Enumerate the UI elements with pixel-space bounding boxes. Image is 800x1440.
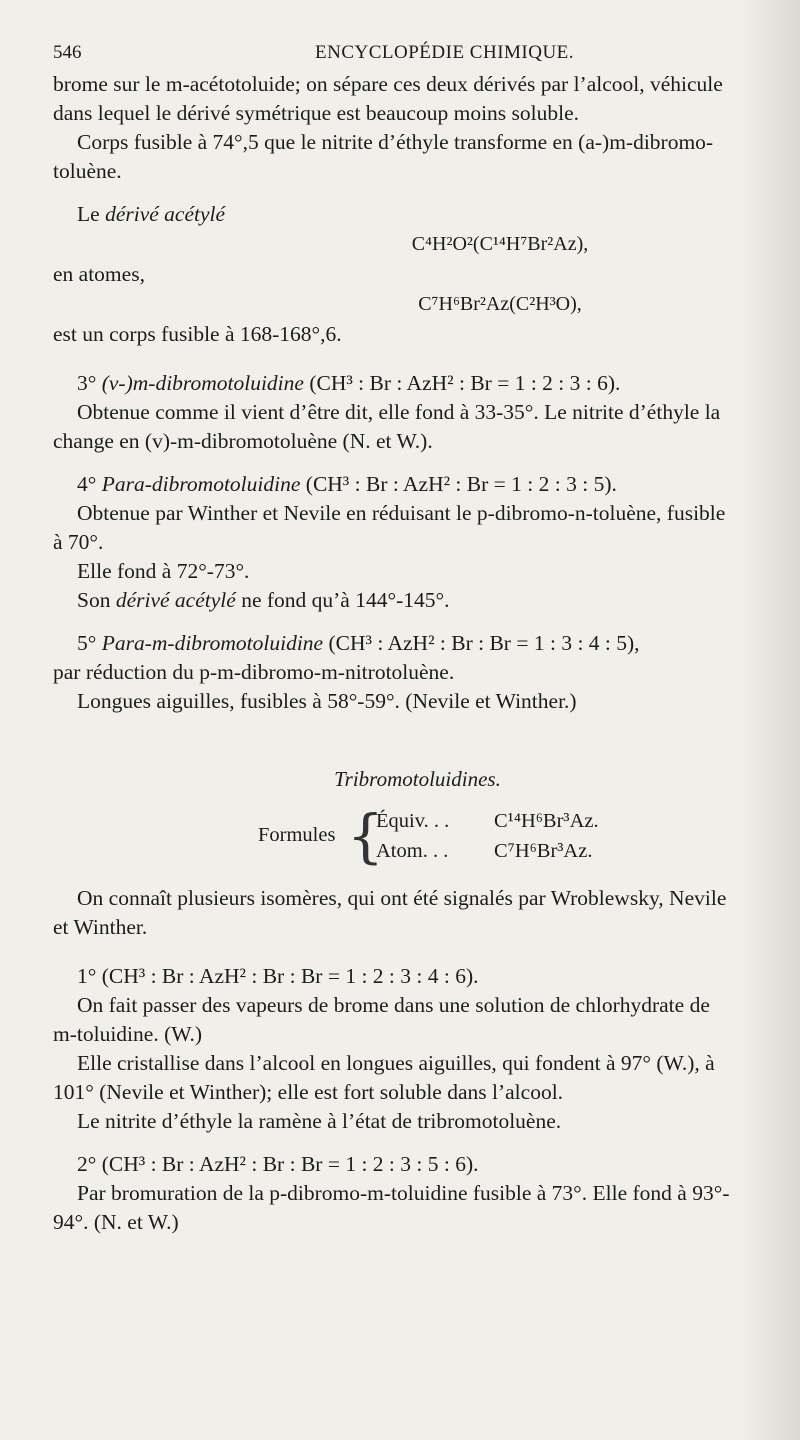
paragraph-line — [53, 586, 782, 615]
paragraph-line: à 70°. — [53, 530, 104, 554]
formula-row-value: C¹⁴H⁶Br³Az. — [494, 810, 599, 832]
paragraph-line: et Winther. — [53, 915, 148, 939]
paragraph-line: Elle fond à 72°-73°. — [77, 559, 250, 583]
formula-row-label: Équiv. . . — [376, 810, 450, 832]
text-span: Son — [77, 588, 116, 612]
section-title: Tribromotoluidines. — [334, 767, 501, 791]
section-heading: 2° (CH³ : Br : AzH² : Br : Br = 1 : 2 : 3 : 5 : 6). — [77, 1152, 479, 1176]
italic-term: dérivé acétylé — [115, 588, 236, 612]
paragraph-line: par réduction du p-m-dibromo-m-nitrotoluène. — [53, 660, 455, 684]
text-span: 5° — [77, 631, 102, 655]
paragraph-line: dans lequel le dérivé symétrique est beaucoup moins soluble. — [53, 101, 580, 125]
chemical-formula: C⁴H²O²(C¹⁴H⁷Br²Az), — [411, 233, 589, 255]
formula-row-value: C⁷H⁶Br³Az. — [494, 840, 593, 862]
italic-term: (v-)m-dibromotoluidine — [101, 371, 304, 395]
paragraph-line — [53, 200, 782, 229]
paragraph-line: en atomes, — [53, 262, 145, 286]
paragraph-line: 101° (Nevile et Winther); elle est fort soluble dans l’alcool. — [53, 1080, 564, 1104]
text-span: 4° — [77, 472, 102, 496]
formula-table — [53, 802, 782, 870]
paragraph-line: toluène. — [53, 159, 122, 183]
paragraph-line: Obtenue comme il vient d’être dit, elle fond à 33-35°. Le nitrite d’éthyle la — [77, 400, 721, 424]
paragraph-line: est un corps fusible à 168-168°,6. — [53, 322, 342, 346]
section-heading: 1° (CH³ : Br : AzH² : Br : Br = 1 : 2 : 3 : 4 : 6). — [77, 964, 479, 988]
paragraph-line: 94°. (N. et W.) — [53, 1210, 179, 1234]
paragraph-line: brome sur le m-acétotoluide; on sépare ces deux dérivés par l’alcool, véhicule — [53, 72, 723, 96]
page-number: 546 — [53, 42, 82, 63]
section-heading — [53, 369, 782, 398]
section-heading — [53, 629, 782, 658]
paragraph-line: Le nitrite d’éthyle la ramène à l’état de tribromotoluène. — [77, 1109, 562, 1133]
formula-row-label: Atom. . . — [376, 840, 449, 862]
paragraph-line: Par bromuration de la p-dibromo-m-toluidine fusible à 73°. Elle fond à 93°- — [77, 1181, 730, 1205]
paragraph-line: Corps fusible à 74°,5 que le nitrite d’éthyle transforme en (a-)m-dibromo- — [77, 130, 714, 154]
paragraph-line: On fait passer des vapeurs de brome dans une solution de chlorhydrate de — [77, 993, 710, 1017]
text-span: Le — [77, 202, 106, 226]
chemical-formula: C⁷H⁶Br²Az(C²H³O), — [418, 293, 582, 315]
running-title: ENCYCLOPÉDIE CHIMIQUE. — [315, 42, 575, 63]
paragraph-line: Obtenue par Winther et Nevile en réduisant le p-dibromo-n-toluène, fusible — [77, 501, 726, 525]
brace-glyph: { — [347, 802, 384, 870]
paragraph-line: Longues aiguilles, fusibles à 58°-59°. (Nevile et Winther.) — [77, 689, 577, 713]
italic-term: dérivé acétylé — [105, 202, 226, 226]
italic-term: Para-dibromotoluidine — [101, 472, 301, 496]
running-header — [53, 40, 782, 70]
formula-table-label: Formules — [258, 824, 336, 846]
text-span: 3° — [77, 371, 102, 395]
italic-term: Para-m-dibromotoluidine — [101, 631, 324, 655]
text-span: ne fond qu’à 144°-145°. — [235, 588, 450, 612]
section-heading — [53, 470, 782, 499]
text-span: (CH³ : Br : AzH² : Br = 1 : 2 : 3 : 6). — [303, 371, 621, 395]
paragraph-line: On connaît plusieurs isomères, qui ont été signalés par Wroblewsky, Nevile — [77, 886, 727, 910]
paragraph-line: change en (v)-m-dibromotoluène (N. et W.). — [53, 429, 433, 453]
text-span: (CH³ : AzH² : Br : Br = 1 : 3 : 4 : 5), — [323, 631, 640, 655]
paragraph-line: m-toluidine. (W.) — [53, 1022, 203, 1046]
paragraph-line: Elle cristallise dans l’alcool en longues aiguilles, qui fondent à 97° (W.), à — [77, 1051, 715, 1075]
text-span: (CH³ : Br : AzH² : Br = 1 : 2 : 3 : 5). — [300, 472, 617, 496]
